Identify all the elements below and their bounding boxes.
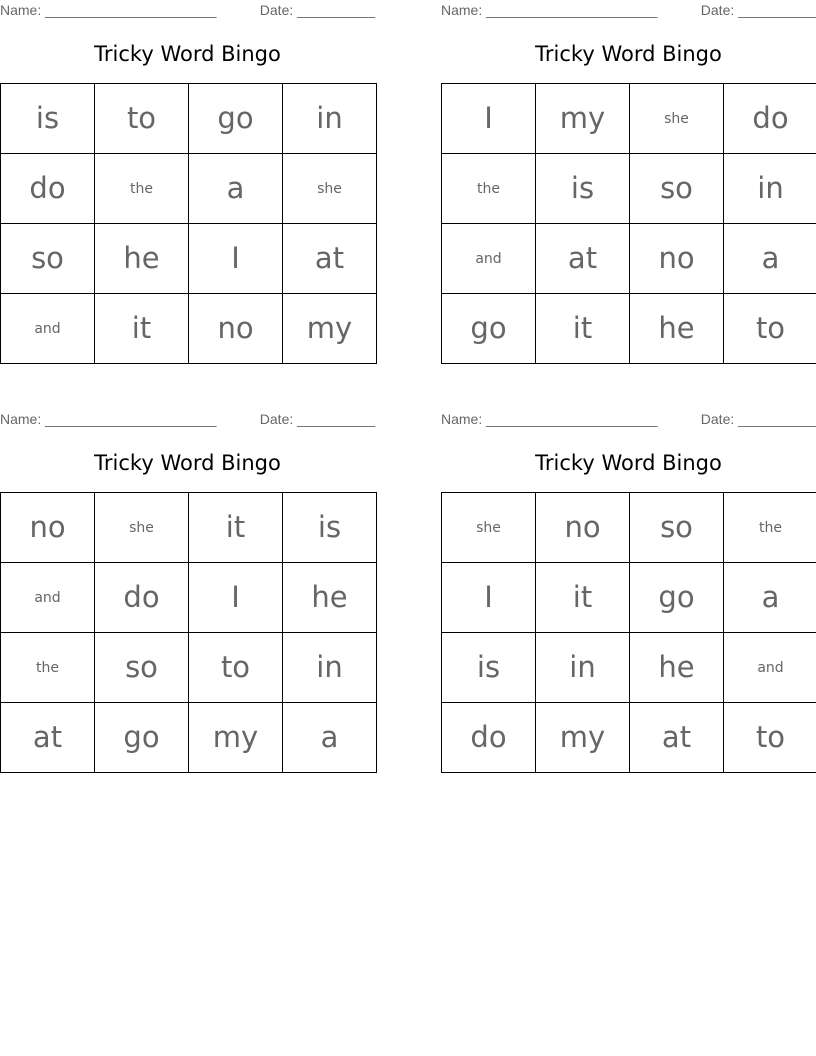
date-field: Date: __________ — [259, 411, 375, 427]
date-field: Date: __________ — [700, 411, 816, 427]
grid-cell: do — [1, 154, 95, 224]
grid-cell: no — [536, 493, 630, 563]
grid-cell: my — [283, 294, 377, 364]
grid-cell: he — [95, 224, 189, 294]
grid-cell: I — [189, 563, 283, 633]
grid-row — [1, 703, 377, 773]
bingo-grid — [0, 83, 377, 364]
grid-cell: so — [630, 493, 724, 563]
grid-cell: in — [283, 633, 377, 703]
grid-row — [442, 224, 816, 294]
grid-cell: do — [724, 84, 816, 154]
grid-cell: he — [630, 294, 724, 364]
grid-cell: and — [1, 563, 95, 633]
grid-cell: at — [630, 703, 724, 773]
grid-cell: he — [630, 633, 724, 703]
grid-row — [442, 493, 816, 563]
name-field: Name: ______________________ — [0, 411, 217, 427]
name-field: Name: ______________________ — [441, 411, 658, 427]
grid-cell: the — [1, 633, 95, 703]
grid-cell: do — [442, 703, 536, 773]
grid-cell: the — [95, 154, 189, 224]
grid-row — [1, 633, 377, 703]
grid-cell: a — [724, 563, 816, 633]
bingo-card-1 — [0, 0, 375, 364]
bingo-card-4 — [441, 409, 816, 773]
grid-cell: it — [536, 563, 630, 633]
card-title: Tricky Word Bingo — [535, 42, 722, 66]
name-field: Name: ______________________ — [0, 2, 217, 18]
grid-row — [442, 154, 816, 224]
grid-cell: it — [189, 493, 283, 563]
grid-cell: she — [630, 84, 724, 154]
grid-cell: is — [1, 84, 95, 154]
grid-cell: in — [724, 154, 816, 224]
grid-row — [442, 633, 816, 703]
grid-row — [442, 294, 816, 364]
card-title: Tricky Word Bingo — [94, 451, 281, 475]
grid-cell: my — [536, 84, 630, 154]
grid-cell: my — [536, 703, 630, 773]
grid-cell: and — [442, 224, 536, 294]
grid-cell: no — [630, 224, 724, 294]
card-header — [441, 409, 816, 429]
grid-row — [1, 294, 377, 364]
grid-cell: a — [283, 703, 377, 773]
bingo-card-3 — [0, 409, 375, 773]
grid-row — [1, 563, 377, 633]
grid-cell: go — [95, 703, 189, 773]
name-field: Name: ______________________ — [441, 2, 658, 18]
grid-cell: at — [1, 703, 95, 773]
grid-cell: she — [95, 493, 189, 563]
grid-cell: do — [95, 563, 189, 633]
date-field: Date: __________ — [259, 2, 375, 18]
grid-cell: he — [283, 563, 377, 633]
grid-cell: my — [189, 703, 283, 773]
grid-cell: is — [536, 154, 630, 224]
grid-cell: no — [189, 294, 283, 364]
bingo-card-2 — [441, 0, 816, 364]
card-header — [0, 0, 375, 20]
grid-cell: so — [1, 224, 95, 294]
card-header — [441, 0, 816, 20]
grid-cell: a — [724, 224, 816, 294]
grid-cell: I — [442, 563, 536, 633]
grid-cell: the — [724, 493, 816, 563]
grid-cell: in — [536, 633, 630, 703]
card-header — [0, 409, 375, 429]
grid-row — [1, 154, 377, 224]
grid-cell: and — [724, 633, 816, 703]
grid-cell: no — [1, 493, 95, 563]
grid-row — [1, 224, 377, 294]
grid-cell: at — [536, 224, 630, 294]
grid-cell: a — [189, 154, 283, 224]
grid-cell: go — [630, 563, 724, 633]
grid-cell: go — [442, 294, 536, 364]
card-title: Tricky Word Bingo — [94, 42, 281, 66]
bingo-grid — [441, 83, 816, 364]
grid-cell: so — [95, 633, 189, 703]
grid-cell: she — [283, 154, 377, 224]
grid-cell: is — [283, 493, 377, 563]
grid-cell: go — [189, 84, 283, 154]
grid-row — [1, 84, 377, 154]
grid-row — [442, 84, 816, 154]
grid-cell: to — [724, 294, 816, 364]
grid-cell: to — [95, 84, 189, 154]
grid-cell: it — [536, 294, 630, 364]
grid-cell: to — [189, 633, 283, 703]
grid-cell: to — [724, 703, 816, 773]
grid-cell: in — [283, 84, 377, 154]
bingo-grid — [441, 492, 816, 773]
card-title: Tricky Word Bingo — [535, 451, 722, 475]
bingo-grid — [0, 492, 377, 773]
grid-cell: she — [442, 493, 536, 563]
grid-row — [1, 493, 377, 563]
grid-cell: and — [1, 294, 95, 364]
grid-cell: at — [283, 224, 377, 294]
grid-cell: it — [95, 294, 189, 364]
grid-cell: the — [442, 154, 536, 224]
grid-cell: so — [630, 154, 724, 224]
grid-cell: is — [442, 633, 536, 703]
grid-row — [442, 563, 816, 633]
date-field: Date: __________ — [700, 2, 816, 18]
grid-row — [442, 703, 816, 773]
grid-cell: I — [442, 84, 536, 154]
grid-cell: I — [189, 224, 283, 294]
